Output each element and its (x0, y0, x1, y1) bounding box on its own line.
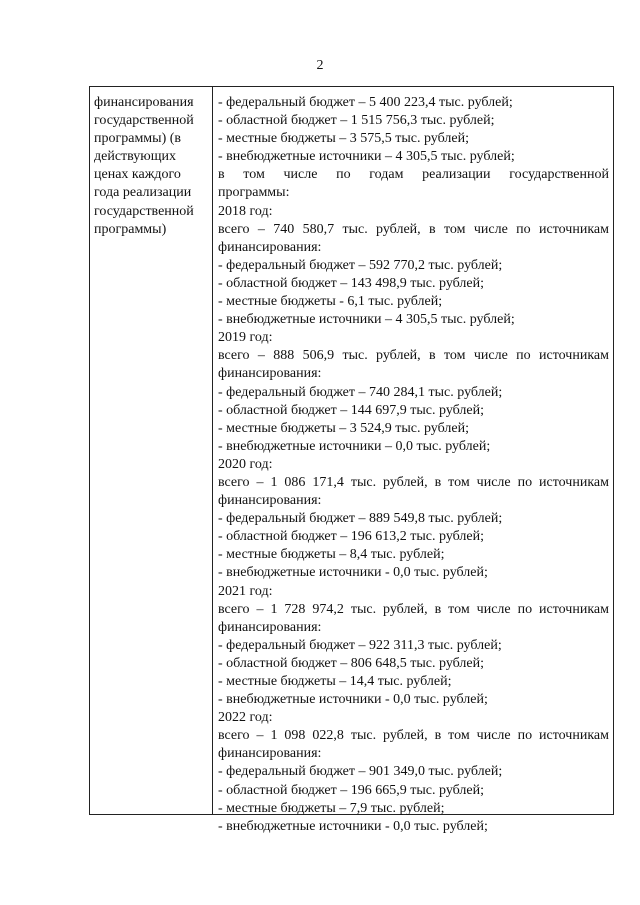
year-item-federal: - федеральный бюджет – 740 284,1 тыс. рублей; (218, 384, 503, 400)
label-line: государственной (94, 203, 194, 219)
year-item-regional: - областной бюджет – 806 648,5 тыс. рублей; (218, 655, 484, 671)
year-heading: 2020 год: (218, 456, 273, 472)
year-item-regional: - областной бюджет – 196 665,9 тыс. рублей; (218, 782, 484, 798)
label-line: года реализации (94, 185, 192, 201)
label-line: программы) (в (94, 131, 182, 147)
years-intro-cont: программы: (218, 185, 290, 201)
year-item-federal: - федеральный бюджет – 922 311,3 тыс. рублей; (218, 637, 502, 653)
label-line: финансирования (94, 95, 194, 110)
year-item-federal: - федеральный бюджет – 592 770,2 тыс. рублей; (218, 257, 503, 273)
year-item-local: - местные бюджеты – 8,4 тыс. рублей; (218, 547, 445, 563)
page-number: 2 (316, 58, 324, 73)
year-item-extrabudgetary: - внебюджетные источники - 0,0 тыс. рублей; (218, 692, 488, 708)
years-intro: в том числе по годам реализации государственной (218, 167, 609, 183)
total-federal: - федеральный бюджет – 5 400 223,4 тыс. рублей; (218, 95, 513, 110)
year-total-cont: финансирования: (218, 239, 322, 255)
year-item-extrabudgetary: - внебюджетные источники – 4 305,5 тыс. рублей; (218, 312, 515, 328)
year-item-extrabudgetary: - внебюджетные источники - 0,0 тыс. рублей; (218, 818, 488, 834)
year-total-cont: финансирования: (218, 619, 322, 635)
total-regional: - областной бюджет – 1 515 756,3 тыс. рублей; (218, 113, 495, 129)
year-total: всего – 1 098 022,8 тыс. рублей, в том числе по источникам (218, 728, 609, 744)
label-line: ценах каждого (94, 167, 181, 183)
funding-values-cell (213, 87, 613, 834)
label-line: программы) (94, 221, 167, 237)
funding-label-cell (90, 87, 213, 814)
year-item-local: - местные бюджеты – 7,9 тыс. рублей; (218, 800, 445, 816)
year-item-federal: - федеральный бюджет – 889 549,8 тыс. рублей; (218, 511, 503, 527)
year-heading: 2021 год: (218, 583, 273, 599)
year-item-federal: - федеральный бюджет – 901 349,0 тыс. рублей; (218, 764, 503, 780)
year-item-local: - местные бюджеты – 3 524,9 тыс. рублей; (218, 420, 469, 436)
year-total-cont: финансирования: (218, 746, 322, 762)
year-item-regional: - областной бюджет – 196 613,2 тыс. рублей; (218, 529, 484, 545)
year-item-regional: - областной бюджет – 144 697,9 тыс. рублей; (218, 402, 484, 418)
year-heading: 2022 год: (218, 710, 273, 726)
year-heading: 2018 год: (218, 203, 273, 219)
label-line: действующих (94, 149, 177, 165)
year-total: всего – 888 506,9 тыс. рублей, в том числе по источникам (218, 348, 609, 364)
year-heading: 2019 год: (218, 330, 273, 346)
funding-table (89, 86, 614, 834)
year-item-regional: - областной бюджет – 143 498,9 тыс. рублей; (218, 275, 484, 291)
total-extrabudgetary: - внебюджетные источники – 4 305,5 тыс. рублей; (218, 149, 515, 165)
year-total: всего – 1 086 171,4 тыс. рублей, в том числе по источникам (218, 474, 609, 490)
year-item-local: - местные бюджеты - 6,1 тыс. рублей; (218, 294, 443, 310)
year-total: всего – 1 728 974,2 тыс. рублей, в том числе по источникам (218, 601, 609, 617)
year-total-cont: финансирования: (218, 366, 322, 382)
year-total-cont: финансирования: (218, 493, 322, 509)
year-total: всего – 740 580,7 тыс. рублей, в том числе по источникам (218, 221, 609, 237)
total-local: - местные бюджеты – 3 575,5 тыс. рублей; (218, 131, 469, 147)
year-item-local: - местные бюджеты – 14,4 тыс. рублей; (218, 674, 452, 689)
year-item-extrabudgetary: - внебюджетные источники – 0,0 тыс. рублей; (218, 438, 491, 454)
year-item-extrabudgetary: - внебюджетные источники - 0,0 тыс. рублей; (218, 565, 488, 581)
label-line: государственной (94, 113, 194, 129)
